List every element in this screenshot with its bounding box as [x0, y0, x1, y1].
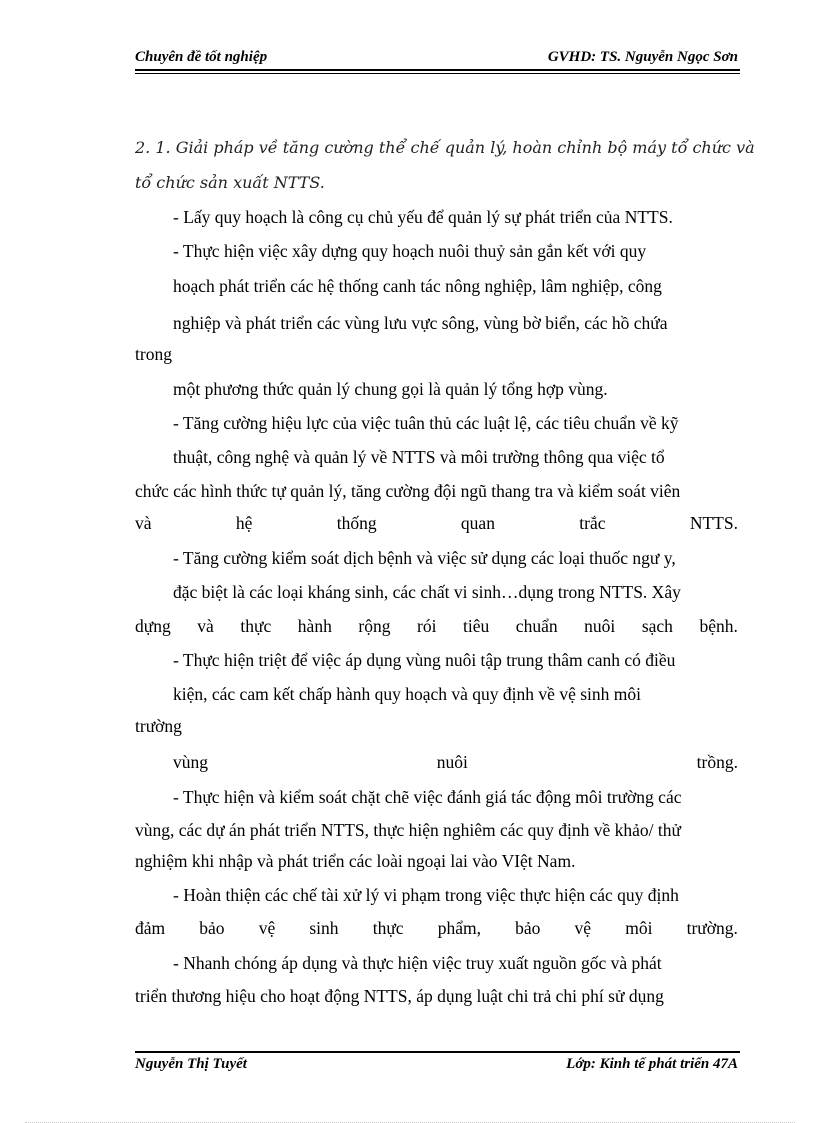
body-line: nghiệp và phát triển các vùng lưu vực sông, vùng bờ biển, các hồ chứa	[173, 313, 668, 333]
footer-rule	[135, 1051, 740, 1053]
word: trường.	[686, 918, 738, 938]
body-line: nghiệm khi nhập và phát triển các loài ngoại lai vào VIệt Nam.	[135, 851, 576, 871]
body-line: - Thực hiện việc xây dựng quy hoạch nuôi thuỷ sản gắn kết với quy	[173, 241, 647, 261]
word: sạch	[641, 616, 673, 636]
word: quan	[460, 513, 495, 533]
word: trồng.	[696, 752, 738, 772]
header-rule	[135, 69, 740, 71]
word: trắc	[579, 513, 606, 533]
body-line: kiện, các cam kết chấp hành quy hoạch và quy định về vệ sinh môi	[173, 684, 641, 704]
word: hệ	[235, 513, 253, 533]
header-right: GVHD: TS. Nguyễn Ngọc Sơn	[547, 49, 738, 65]
body-line: - Tăng cường kiểm soát dịch bệnh và việc sử dụng các loại thuốc ngư y,	[173, 548, 676, 568]
justified-line	[135, 616, 738, 636]
header-rule-thin	[135, 73, 740, 74]
footer-left: Nguyễn Thị Tuyết	[135, 1056, 247, 1072]
word: phẩm,	[437, 918, 481, 938]
word: tiêu	[463, 616, 490, 636]
body-line: hoạch phát triển các hệ thống canh tác nông nghiệp, lâm nghiệp, công	[173, 276, 662, 296]
word: rộng	[358, 616, 391, 636]
section-title-line-2: tổ chức sản xuất NTTS.	[135, 173, 325, 192]
word: nuôi	[584, 616, 616, 636]
word: đảm	[135, 918, 166, 938]
word: thực	[240, 616, 272, 636]
word: bệnh.	[699, 616, 738, 636]
word: rói	[417, 616, 437, 636]
body-line: - Lấy quy hoạch là công cụ chủ yếu để quản lý sự phát triển của NTTS.	[173, 207, 673, 227]
word: thực	[372, 918, 404, 938]
body-line: một phương thức quản lý chung gọi là quản lý tổng hợp vùng.	[173, 379, 608, 399]
word: thống	[336, 513, 377, 533]
body-line: trong	[135, 344, 172, 364]
header-left: Chuyên đề tốt nghiệp	[135, 49, 268, 65]
word: NTTS.	[689, 513, 738, 533]
word: bảo	[515, 918, 541, 938]
body-line: - Thực hiện và kiểm soát chặt chẽ việc đánh giá tác động môi trường các	[173, 787, 682, 807]
word: bảo	[199, 918, 225, 938]
word: nuôi	[436, 752, 468, 772]
body-line: - Tăng cường hiệu lực của việc tuân thủ các luật lệ, các tiêu chuẩn về kỹ	[173, 413, 679, 433]
word: chuẩn	[515, 616, 558, 636]
body-line: trường	[135, 716, 182, 736]
word: môi	[625, 918, 653, 938]
justified-line	[135, 513, 738, 533]
body-line: - Thực hiện triệt để việc áp dụng vùng nuôi tập trung thâm canh có điều	[173, 650, 676, 670]
body-line: chức các hình thức tự quản lý, tăng cường đội ngũ thang tra và kiểm soát viên	[135, 481, 681, 501]
word: hành	[297, 616, 332, 636]
word: và	[135, 513, 152, 533]
footer-right: Lớp: Kinh tế phát triển 47A	[566, 1056, 738, 1072]
justified-line	[135, 918, 738, 938]
body-line: triển thương hiệu cho hoạt động NTTS, áp dụng luật chi trả chi phí sử dụng	[135, 986, 664, 1006]
word: vùng	[173, 752, 208, 772]
body-line: đặc biệt là các loại kháng sinh, các chất vi sinh…dụng trong NTTS. Xây	[173, 582, 681, 602]
word: vệ	[574, 918, 592, 938]
body-line: - Nhanh chóng áp dụng và thực hiện việc truy xuất nguồn gốc và phát	[173, 953, 662, 973]
body-line: - Hoàn thiện các chế tài xử lý vi phạm trong việc thực hiện các quy định	[173, 885, 679, 905]
word: vệ	[258, 918, 276, 938]
word: và	[197, 616, 214, 636]
word: dựng	[135, 616, 171, 636]
body-line: vùng, các dự án phát triển NTTS, thực hiện nghiêm các quy định về khảo/ thử	[135, 820, 682, 840]
body-line: thuật, công nghệ và quản lý về NTTS và môi trường thông qua việc tổ	[173, 447, 665, 467]
word: sinh	[309, 918, 339, 938]
section-title-line-1: 2. 1. Giải pháp về tăng cường thể chế quản lý, hoàn chỉnh bộ máy tổ chức và	[135, 138, 755, 157]
justified-line	[173, 752, 738, 772]
